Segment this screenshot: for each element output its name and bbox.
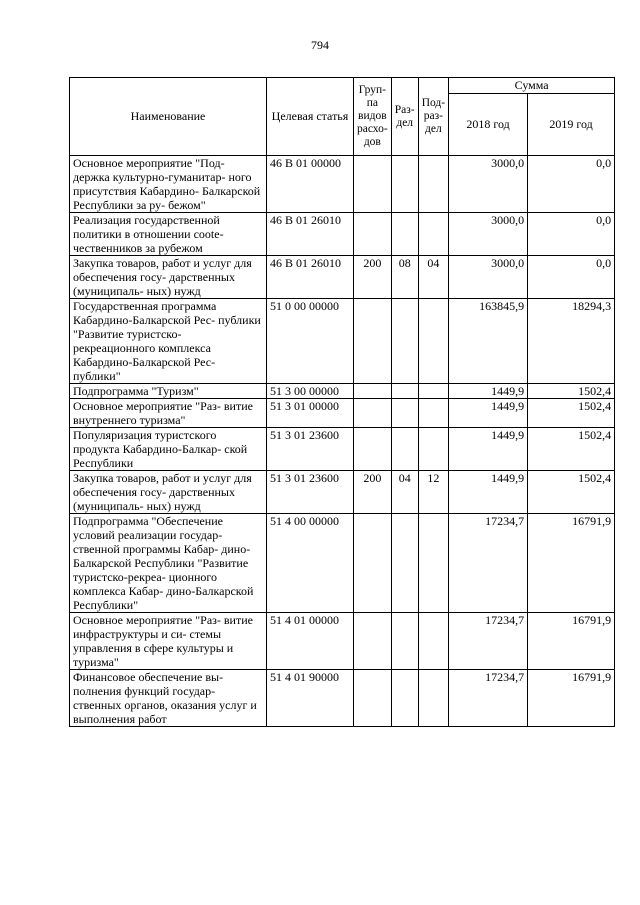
row-section: 04 [391, 471, 418, 514]
table-row [70, 299, 615, 384]
row-expense-group [354, 428, 392, 471]
row-expense-group [354, 613, 392, 670]
row-section [391, 156, 418, 213]
table-row [70, 428, 615, 471]
row-sum-2018: 3000,0 [449, 213, 528, 256]
row-name: Реализация государственной политики в отношении соote- чественников за рубежом [70, 213, 267, 256]
row-subsection: 04 [418, 256, 448, 299]
row-sum-2018: 17234,7 [449, 670, 528, 727]
row-name: Государственная программа Кабардино-Балкарской Рес- публики "Развитие туристско- рекреационного комплекса Кабардино-Балкарской Рес- публики" [70, 299, 267, 384]
row-subsection [418, 399, 448, 428]
row-target-article: 51 4 01 00000 [267, 613, 354, 670]
row-section [391, 213, 418, 256]
row-name: Финансовое обеспечение вы- полнения функций государ- ственных органов, оказания услуг и выполнения работ [70, 670, 267, 727]
row-sum-2019: 1502,4 [528, 384, 615, 399]
row-sum-2018: 1449,9 [449, 428, 528, 471]
row-section [391, 613, 418, 670]
header-expense-group: Груп- па видов расхо- дов [354, 78, 392, 156]
row-name: Подпрограмма "Обеспечение условий реализации государ- ственной программы Кабар- дино-Балкарской Республики "Развитие туристско-рекреа- ционного комплекса Кабар- дино-Балкарской Республики" [70, 514, 267, 613]
row-target-article: 51 3 01 23600 [267, 428, 354, 471]
row-expense-group [354, 213, 392, 256]
row-subsection [418, 514, 448, 613]
table-row [70, 471, 615, 514]
row-sum-2018: 17234,7 [449, 613, 528, 670]
row-sum-2018: 17234,7 [449, 514, 528, 613]
header-section: Раз- дел [391, 78, 418, 156]
table-row [70, 670, 615, 727]
table-row [70, 213, 615, 256]
row-sum-2018: 163845,9 [449, 299, 528, 384]
row-target-article: 51 4 01 90000 [267, 670, 354, 727]
row-target-article: 46 В 01 26010 [267, 256, 354, 299]
row-target-article: 46 В 01 26010 [267, 213, 354, 256]
row-expense-group [354, 156, 392, 213]
row-target-article: 46 В 01 00000 [267, 156, 354, 213]
row-name: Основное мероприятие "Раз- витие внутреннего туризма" [70, 399, 267, 428]
row-section [391, 514, 418, 613]
row-sum-2019: 18294,3 [528, 299, 615, 384]
row-subsection [418, 613, 448, 670]
row-sum-2018: 1449,9 [449, 384, 528, 399]
row-expense-group [354, 399, 392, 428]
row-target-article: 51 3 00 00000 [267, 384, 354, 399]
row-sum-2019: 0,0 [528, 256, 615, 299]
budget-table [69, 77, 615, 727]
row-sum-2019: 1502,4 [528, 471, 615, 514]
row-name: Закупка товаров, работ и услуг для обеспечения госу- дарственных (муниципаль- ных) нужд [70, 471, 267, 514]
row-name: Популяризация туристского продукта Кабардино-Балкар- ской Республики [70, 428, 267, 471]
table-row [70, 256, 615, 299]
row-subsection [418, 156, 448, 213]
row-subsection [418, 299, 448, 384]
header-name: Наименование [70, 78, 267, 156]
page-number: 794 [311, 38, 329, 52]
table-row [70, 156, 615, 213]
header-year-2019: 2019 год [528, 94, 615, 156]
row-expense-group: 200 [354, 256, 392, 299]
row-expense-group: 200 [354, 471, 392, 514]
row-sum-2019: 16791,9 [528, 514, 615, 613]
row-expense-group [354, 670, 392, 727]
row-sum-2019: 0,0 [528, 156, 615, 213]
header-target-article: Целевая статья [267, 78, 354, 156]
row-target-article: 51 4 00 00000 [267, 514, 354, 613]
row-section: 08 [391, 256, 418, 299]
row-sum-2019: 1502,4 [528, 399, 615, 428]
row-subsection [418, 384, 448, 399]
row-name: Подпрограмма "Туризм" [70, 384, 267, 399]
table-row [70, 399, 615, 428]
row-sum-2018: 1449,9 [449, 399, 528, 428]
row-expense-group [354, 514, 392, 613]
row-sum-2019: 1502,4 [528, 428, 615, 471]
row-sum-2018: 1449,9 [449, 471, 528, 514]
row-target-article: 51 3 01 00000 [267, 399, 354, 428]
table-body [70, 156, 615, 727]
row-sum-2018: 3000,0 [449, 156, 528, 213]
row-name: Основное мероприятие "Раз- витие инфраструктуры и си- стемы управления в сфере культуры и туризма" [70, 613, 267, 670]
table-row [70, 384, 615, 399]
row-sum-2019: 16791,9 [528, 670, 615, 727]
row-section [391, 428, 418, 471]
row-target-article: 51 0 00 00000 [267, 299, 354, 384]
row-expense-group [354, 384, 392, 399]
row-section [391, 399, 418, 428]
row-sum-2018: 3000,0 [449, 256, 528, 299]
row-expense-group [354, 299, 392, 384]
row-subsection [418, 428, 448, 471]
row-section [391, 384, 418, 399]
table-row [70, 514, 615, 613]
row-subsection: 12 [418, 471, 448, 514]
row-section [391, 299, 418, 384]
row-sum-2019: 16791,9 [528, 613, 615, 670]
header-sum: Сумма [449, 78, 615, 94]
row-target-article: 51 3 01 23600 [267, 471, 354, 514]
row-name: Закупка товаров, работ и услуг для обеспечения госу- дарственных (муниципаль- ных) нужд [70, 256, 267, 299]
header-year-2018: 2018 год [449, 94, 528, 156]
row-subsection [418, 670, 448, 727]
row-sum-2019: 0,0 [528, 213, 615, 256]
table-row [70, 613, 615, 670]
row-subsection [418, 213, 448, 256]
row-name: Основное мероприятие "Под- держка культурно-гуманитар- ного присутствия Кабардино- Балкарской Республики за ру- бежом" [70, 156, 267, 213]
header-subsection: Под- раз- дел [418, 78, 448, 156]
row-section [391, 670, 418, 727]
